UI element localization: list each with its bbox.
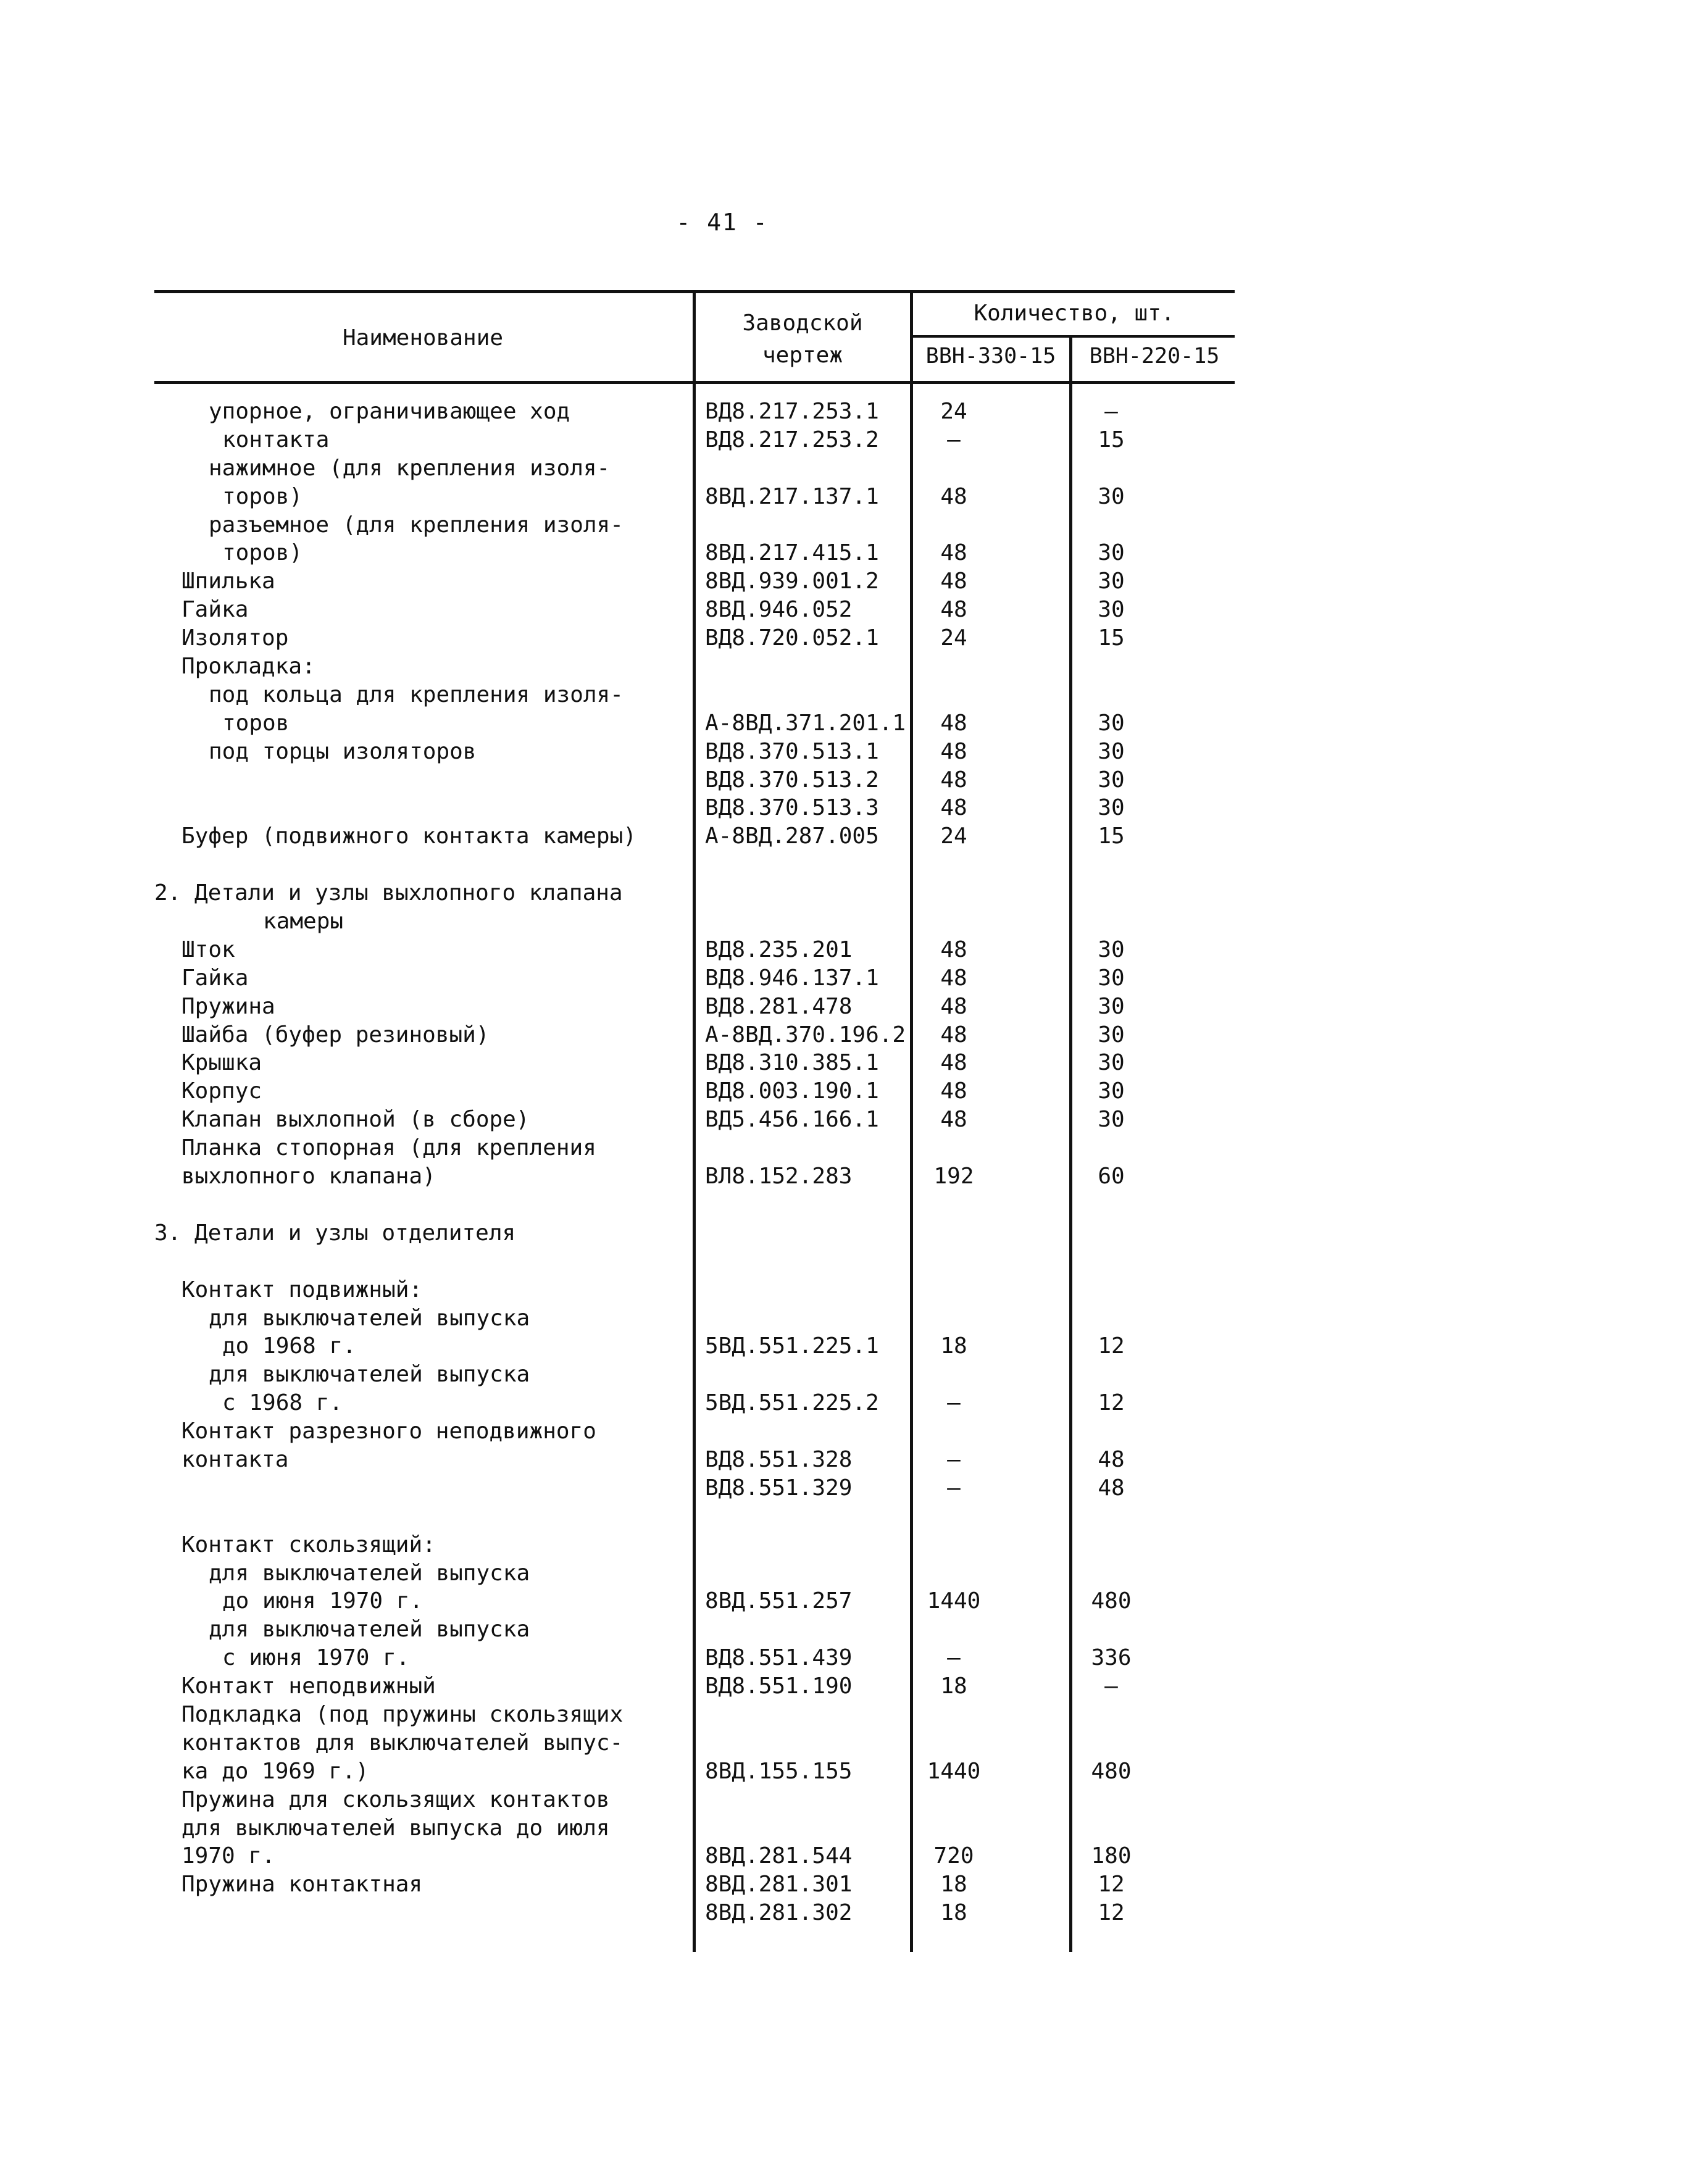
row-name: для выключателей выпуска xyxy=(209,1362,530,1388)
row-qty-vvn330: 18 xyxy=(940,1900,967,1926)
header-name: Наименование xyxy=(342,325,504,351)
table-row xyxy=(154,1021,1235,1049)
row-qty-vvn220: 30 xyxy=(1098,540,1125,566)
row-qty-vvn220: 30 xyxy=(1098,936,1125,962)
table-row xyxy=(154,1191,1235,1219)
table-row xyxy=(154,1615,1235,1644)
row-qty-vvn330: 48 xyxy=(940,965,967,991)
table-row xyxy=(154,624,1235,652)
row-drawing: ВЛ8.152.283 xyxy=(705,1164,853,1190)
table-row xyxy=(154,1304,1235,1333)
table-row xyxy=(154,1870,1235,1899)
row-name: Корпус xyxy=(181,1078,262,1104)
row-qty-vvn220: 30 xyxy=(1098,993,1125,1019)
table-row xyxy=(154,539,1235,567)
row-drawing: ВД8.217.253.2 xyxy=(705,427,879,452)
table-row xyxy=(154,1389,1235,1417)
row-drawing: 8ВД.946.052 xyxy=(705,597,853,623)
row-qty-vvn330: 720 xyxy=(933,1843,974,1869)
row-qty-vvn220: 12 xyxy=(1098,1872,1125,1898)
row-name: разъемное (для крепления изоля- xyxy=(209,512,624,538)
table-row xyxy=(154,738,1235,766)
row-name: Крышка xyxy=(181,1050,262,1076)
row-qty-vvn220: – xyxy=(1104,399,1118,424)
row-qty-vvn220: 30 xyxy=(1098,738,1125,764)
table-row xyxy=(154,1049,1235,1077)
table-row xyxy=(154,1474,1235,1503)
row-drawing: 8ВД.281.544 xyxy=(705,1843,853,1869)
row-qty-vvn330: 48 xyxy=(940,1050,967,1076)
row-qty-vvn220: 480 xyxy=(1091,1758,1132,1784)
table-row xyxy=(154,1219,1235,1248)
table-row xyxy=(154,681,1235,709)
row-name: нажимное (для крепления изоля- xyxy=(209,455,611,481)
table-row xyxy=(154,766,1235,794)
row-qty-vvn220: 30 xyxy=(1098,795,1125,821)
row-qty-vvn330: 48 xyxy=(940,993,967,1019)
table-body xyxy=(154,384,1235,1927)
table-row xyxy=(154,1672,1235,1701)
row-drawing: ВД8.551.329 xyxy=(705,1475,853,1501)
row-name: торов xyxy=(222,710,290,736)
row-name: под кольца для крепления изоля- xyxy=(209,681,624,707)
table-row xyxy=(154,907,1235,936)
row-drawing: ВД8.235.201 xyxy=(705,936,853,962)
row-name: до июня 1970 г. xyxy=(222,1588,423,1614)
row-name: Пружина контактная xyxy=(181,1872,423,1898)
row-name: с 1968 г. xyxy=(222,1390,343,1416)
table-row xyxy=(154,1446,1235,1474)
row-drawing: ВД5.456.166.1 xyxy=(705,1107,879,1133)
row-name: торов) xyxy=(222,540,303,566)
row-qty-vvn220: 30 xyxy=(1098,1107,1125,1133)
row-qty-vvn330: 1440 xyxy=(927,1588,981,1614)
row-qty-vvn330: 18 xyxy=(940,1333,967,1359)
header-qty-vvn330: ВВН-330-15 xyxy=(925,344,1056,369)
header-drawing-line1: Заводской xyxy=(742,311,863,336)
table-row xyxy=(154,936,1235,964)
row-name: выхлопного клапана) xyxy=(181,1164,436,1190)
row-qty-vvn330: 48 xyxy=(940,1078,967,1104)
table-row xyxy=(154,454,1235,483)
row-name: Гайка xyxy=(181,965,249,991)
row-qty-vvn220: 12 xyxy=(1098,1900,1125,1926)
row-name: Клапан выхлопной (в сборе) xyxy=(181,1107,530,1133)
table-row xyxy=(154,1248,1235,1276)
table-row xyxy=(154,1559,1235,1588)
row-qty-vvn220: 30 xyxy=(1098,1022,1125,1048)
row-qty-vvn220: 12 xyxy=(1098,1333,1125,1359)
row-qty-vvn330: – xyxy=(947,427,961,452)
table-row xyxy=(154,879,1235,907)
row-drawing: 8ВД.217.415.1 xyxy=(705,540,879,566)
row-qty-vvn330: – xyxy=(947,1475,961,1501)
table-row xyxy=(154,1162,1235,1191)
table-row xyxy=(154,794,1235,822)
row-qty-vvn220: 30 xyxy=(1098,1050,1125,1076)
row-name: Гайка xyxy=(181,597,249,623)
row-qty-vvn330: – xyxy=(947,1645,961,1671)
row-name: торов) xyxy=(222,483,303,509)
page-number: - 41 - xyxy=(676,209,769,236)
row-drawing: ВД8.551.190 xyxy=(705,1673,853,1699)
row-qty-vvn220: 48 xyxy=(1098,1475,1125,1501)
row-name: Контакт скользящий: xyxy=(181,1532,436,1557)
table-row xyxy=(154,1332,1235,1361)
row-drawing: ВД8.551.328 xyxy=(705,1446,853,1472)
row-qty-vvn220: 336 xyxy=(1091,1645,1132,1671)
row-drawing: 8ВД.281.301 xyxy=(705,1872,853,1898)
row-qty-vvn220: 30 xyxy=(1098,569,1125,594)
table-row xyxy=(154,1644,1235,1672)
row-drawing: А-8ВД.370.196.2 xyxy=(705,1022,906,1048)
row-qty-vvn220: 480 xyxy=(1091,1588,1132,1614)
row-name: Контакт разрезного неподвижного xyxy=(181,1419,596,1444)
row-qty-vvn330: 24 xyxy=(940,625,967,651)
row-qty-vvn220: – xyxy=(1104,1673,1118,1699)
table-row xyxy=(154,822,1235,851)
row-qty-vvn220: 30 xyxy=(1098,710,1125,736)
row-name: Изолятор xyxy=(181,625,289,651)
row-qty-vvn330: 24 xyxy=(940,399,967,424)
table-row xyxy=(154,1503,1235,1531)
row-name: для выключателей выпуска до июля xyxy=(181,1815,610,1841)
row-qty-vvn220: 15 xyxy=(1098,823,1125,849)
row-qty-vvn330: 48 xyxy=(940,597,967,623)
row-drawing: 8ВД.551.257 xyxy=(705,1588,853,1614)
row-drawing: 8ВД.939.001.2 xyxy=(705,569,879,594)
row-name: Прокладка: xyxy=(181,654,315,680)
row-name: с июня 1970 г. xyxy=(222,1645,410,1671)
table-row xyxy=(154,567,1235,596)
table-row xyxy=(154,398,1235,426)
table-row xyxy=(154,1077,1235,1106)
row-name: до 1968 г. xyxy=(222,1333,356,1359)
row-drawing: ВД8.003.190.1 xyxy=(705,1078,879,1104)
row-name: контакта xyxy=(222,427,330,452)
header-divider-3 xyxy=(1069,336,1072,381)
row-qty-vvn220: 15 xyxy=(1098,625,1125,651)
table-row xyxy=(154,596,1235,624)
table-row xyxy=(154,1276,1235,1304)
table-row xyxy=(154,511,1235,540)
row-name: Контакт подвижный: xyxy=(181,1277,423,1302)
table-row xyxy=(154,1842,1235,1870)
row-drawing: А-8ВД.371.201.1 xyxy=(705,710,906,736)
header-quantity: Количество, шт. xyxy=(974,301,1175,326)
row-qty-vvn330: 48 xyxy=(940,936,967,962)
table-row xyxy=(154,1587,1235,1615)
table-row xyxy=(154,1361,1235,1389)
row-qty-vvn330: 48 xyxy=(940,767,967,793)
row-name: Буфер (подвижного контакта камеры) xyxy=(181,823,636,849)
row-qty-vvn330: 48 xyxy=(940,795,967,821)
row-name: под торцы изоляторов xyxy=(209,738,477,764)
row-qty-vvn330: 48 xyxy=(940,738,967,764)
row-name: Шайба (буфер резиновый) xyxy=(181,1022,490,1048)
row-qty-vvn220: 180 xyxy=(1091,1843,1132,1869)
row-name: контактов для выключателей выпус- xyxy=(181,1730,624,1756)
row-qty-vvn330: 48 xyxy=(940,569,967,594)
row-name: Шпилька xyxy=(181,569,275,594)
table-row xyxy=(154,1106,1235,1134)
table-row xyxy=(154,1729,1235,1757)
row-name: Пружина для скользящих контактов xyxy=(181,1786,610,1812)
row-qty-vvn330: 1440 xyxy=(927,1758,981,1784)
row-qty-vvn220: 30 xyxy=(1098,597,1125,623)
row-drawing: 8ВД.155.155 xyxy=(705,1758,853,1784)
row-qty-vvn220: 48 xyxy=(1098,1446,1125,1472)
table-row xyxy=(154,1531,1235,1559)
table-header xyxy=(154,290,1235,384)
row-drawing: ВД8.310.385.1 xyxy=(705,1050,879,1076)
table-row xyxy=(154,1786,1235,1814)
row-name: для выключателей выпуска xyxy=(209,1305,530,1331)
row-name: для выключателей выпуска xyxy=(209,1560,530,1586)
row-qty-vvn330: 48 xyxy=(940,1107,967,1133)
row-name: упорное, ограничивающее ход xyxy=(209,399,570,424)
table-row xyxy=(154,1757,1235,1786)
table-row xyxy=(154,1814,1235,1843)
header-subline xyxy=(912,335,1235,338)
row-drawing: 5ВД.551.225.1 xyxy=(705,1333,879,1359)
row-qty-vvn330: 48 xyxy=(940,540,967,566)
row-drawing: ВД8.370.513.1 xyxy=(705,738,879,764)
row-qty-vvn330: 48 xyxy=(940,1022,967,1048)
row-name: 1970 г. xyxy=(181,1843,275,1869)
table-row xyxy=(154,652,1235,681)
header-drawing-line2: чертеж xyxy=(762,343,843,368)
row-qty-vvn220: 30 xyxy=(1098,767,1125,793)
row-name: камеры xyxy=(263,909,344,935)
row-name: ка до 1969 г.) xyxy=(181,1758,369,1784)
row-name: 3. Детали и узлы отделителя xyxy=(154,1220,516,1246)
table-row xyxy=(154,851,1235,879)
table-row xyxy=(154,483,1235,511)
row-drawing: ВД8.551.439 xyxy=(705,1645,853,1671)
row-drawing: 8ВД.217.137.1 xyxy=(705,483,879,509)
row-drawing: ВД8.720.052.1 xyxy=(705,625,879,651)
row-name: Шток xyxy=(181,936,235,962)
table-row xyxy=(154,993,1235,1021)
row-drawing: 5ВД.551.225.2 xyxy=(705,1390,879,1416)
row-qty-vvn330: 192 xyxy=(933,1164,974,1190)
table-row xyxy=(154,1899,1235,1927)
row-qty-vvn220: 12 xyxy=(1098,1390,1125,1416)
row-name: для выключателей выпуска xyxy=(209,1617,530,1643)
row-name: Планка стопорная (для крепления xyxy=(181,1135,596,1161)
row-qty-vvn330: 18 xyxy=(940,1872,967,1898)
row-drawing: ВД8.370.513.2 xyxy=(705,767,879,793)
row-name: Контакт неподвижный xyxy=(181,1673,436,1699)
row-name: контакта xyxy=(181,1446,289,1472)
row-qty-vvn220: 60 xyxy=(1098,1164,1125,1190)
row-qty-vvn330: 48 xyxy=(940,483,967,509)
header-divider-2 xyxy=(910,293,913,381)
table-row xyxy=(154,426,1235,454)
row-name: 2. Детали и узлы выхлопного клапана xyxy=(154,880,623,906)
header-divider-1 xyxy=(693,293,696,381)
row-qty-vvn220: 15 xyxy=(1098,427,1125,452)
table-row xyxy=(154,1134,1235,1162)
row-qty-vvn330: – xyxy=(947,1446,961,1472)
row-qty-vvn330: 24 xyxy=(940,823,967,849)
row-qty-vvn220: 30 xyxy=(1098,1078,1125,1104)
row-drawing: ВД8.946.137.1 xyxy=(705,965,879,991)
row-qty-vvn330: 18 xyxy=(940,1673,967,1699)
row-drawing: ВД8.370.513.3 xyxy=(705,795,879,821)
row-drawing: 8ВД.281.302 xyxy=(705,1900,853,1926)
header-qty-vvn220: ВВН-220-15 xyxy=(1089,344,1220,369)
row-name: Пружина xyxy=(181,993,275,1019)
table-row xyxy=(154,709,1235,738)
row-qty-vvn220: 30 xyxy=(1098,965,1125,991)
row-drawing: ВД8.217.253.1 xyxy=(705,399,879,424)
row-drawing: ВД8.281.478 xyxy=(705,993,853,1019)
table-row xyxy=(154,1417,1235,1446)
row-name: Подкладка (под пружины скользящих xyxy=(181,1701,624,1727)
parts-table xyxy=(154,290,1235,1927)
table-row xyxy=(154,1701,1235,1729)
table-row xyxy=(154,964,1235,993)
row-qty-vvn220: 30 xyxy=(1098,483,1125,509)
row-drawing: А-8ВД.287.005 xyxy=(705,823,879,849)
row-qty-vvn330: – xyxy=(947,1390,961,1416)
row-qty-vvn330: 48 xyxy=(940,710,967,736)
